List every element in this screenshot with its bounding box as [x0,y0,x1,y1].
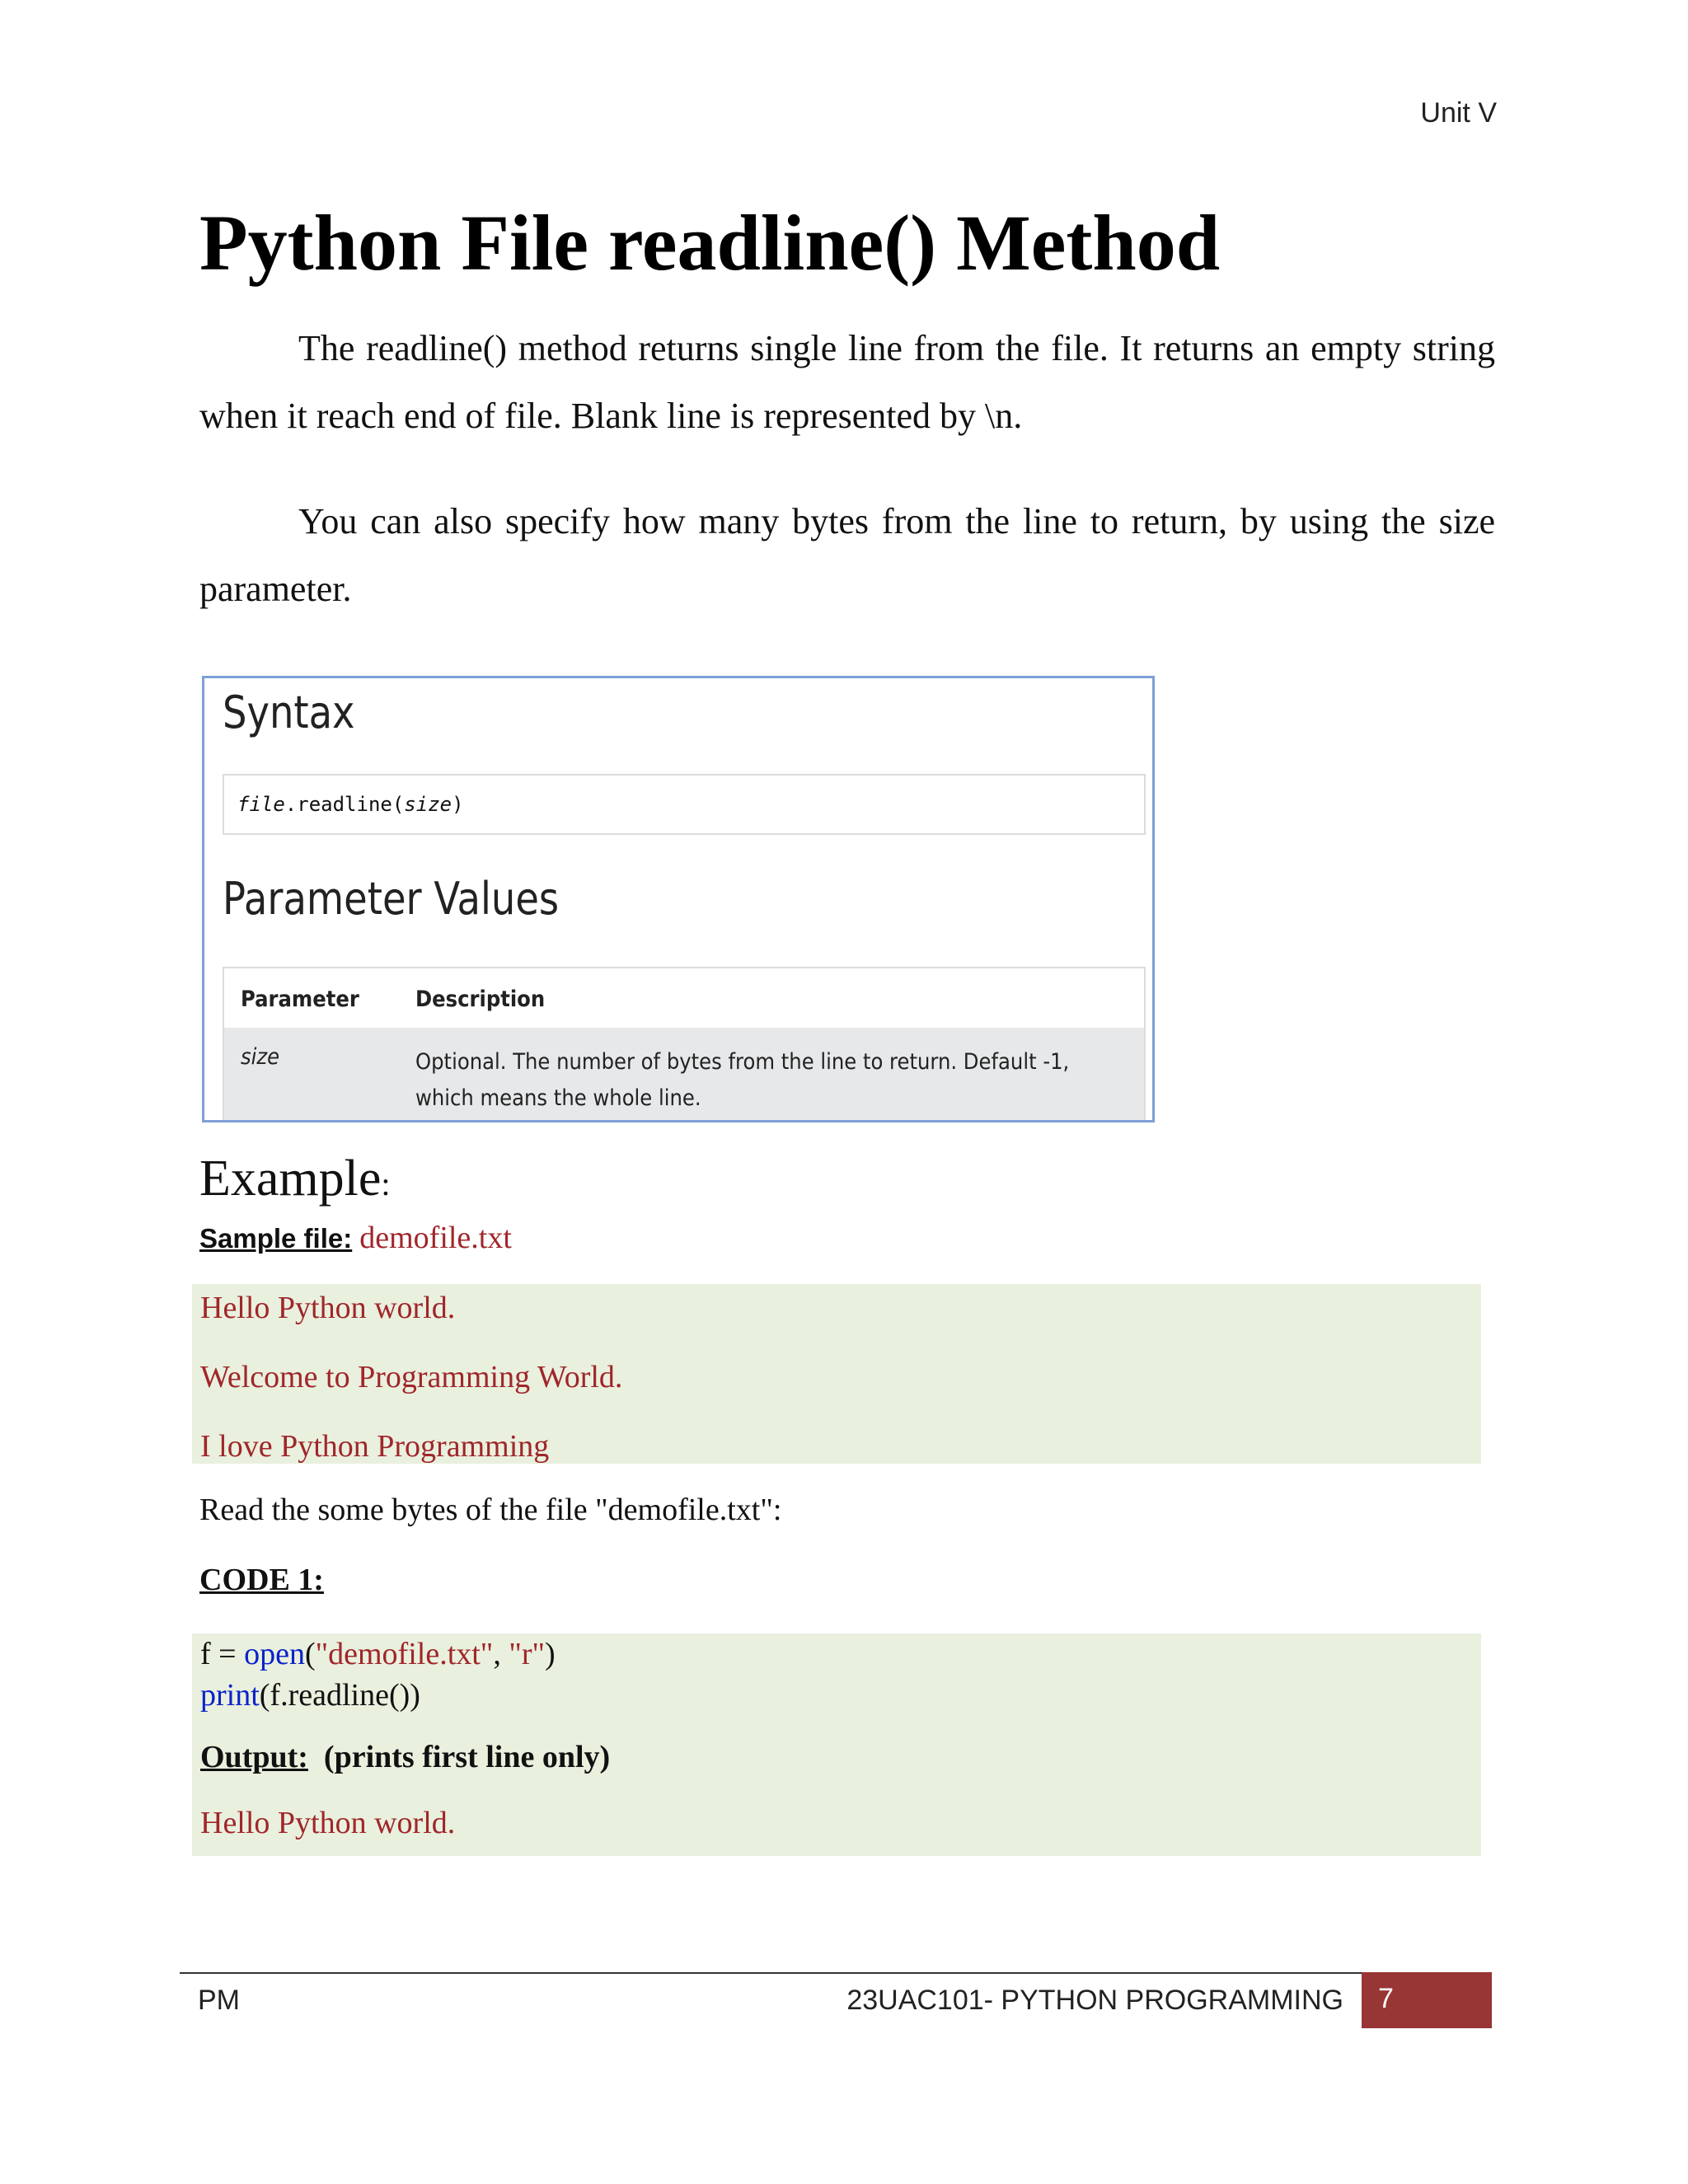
code-block [192,1633,1481,1856]
sample-file-line [199,1220,512,1256]
table-header-description: Description [415,987,546,1012]
syntax-panel [202,676,1155,1122]
sample-file-label: Sample file: [199,1223,353,1254]
example-heading [199,1150,391,1208]
file-line: I love Python Programming [200,1429,550,1464]
output-value: Hello Python world. [200,1806,456,1840]
table-header-row [224,968,1144,1028]
code-close-paren: ) [545,1637,556,1671]
code-arg-separator: , [493,1637,509,1671]
output-note: (prints first line only) [323,1740,611,1774]
table-header-parameter: Parameter [241,987,359,1012]
code-var: f = [200,1637,245,1671]
table-cell-parameter: size [241,1044,280,1070]
syntax-heading: Syntax [223,687,355,738]
file-line: Welcome to Programming World. [200,1360,623,1394]
example-colon: : [381,1165,391,1202]
parameter-table [223,967,1146,1122]
table-cell-description: Optional. The number of bytes from the line to return. Default -1, which means the whole line. [415,1049,1070,1111]
header-unit-label: Unit V [1420,97,1497,129]
code-print-args: (f.readline()) [259,1678,420,1713]
code-open-paren: ( [304,1637,316,1671]
code-print-func: print [200,1678,260,1713]
code-line-print [200,1675,420,1716]
output-heading [200,1739,610,1775]
intro-paragraph: The readline() method returns single line from the file. It returns an empty string when it reach end of file. Blank line is represented by \n. [199,328,1495,436]
instruction-text: Read the some bytes of the file "demofile.txt": [199,1493,782,1527]
footer-divider [180,1972,1492,1974]
syntax-object: file [237,793,285,816]
code-line-open [200,1633,556,1675]
code-label: CODE 1: [199,1563,324,1597]
sample-file-name: demofile.txt [359,1221,512,1255]
page-title: Python File readline() Method [199,199,1221,287]
footer-author: PM [198,1985,240,2016]
page-number-badge: 7 [1362,1972,1492,2028]
table-row [224,1028,1144,1122]
code-mode-string: "r" [509,1637,546,1671]
code-open-func: open [244,1637,305,1671]
syntax-code [223,774,1146,835]
size-paragraph: You can also specify how many bytes from the line to return, by using the size parameter. [199,501,1495,609]
syntax-param: size [404,793,452,816]
syntax-close: ) [452,793,464,816]
output-label: Output: [200,1740,308,1774]
parameter-values-heading: Parameter Values [223,873,560,925]
footer-course-title: 23UAC101- PYTHON PROGRAMMING [846,1985,1343,2016]
syntax-method: .readline( [284,793,405,816]
file-contents-box [192,1284,1481,1464]
file-line: Hello Python world. [200,1291,456,1325]
code-filename-string: "demofile.txt" [315,1637,494,1671]
example-heading-text: Example [199,1151,382,1207]
